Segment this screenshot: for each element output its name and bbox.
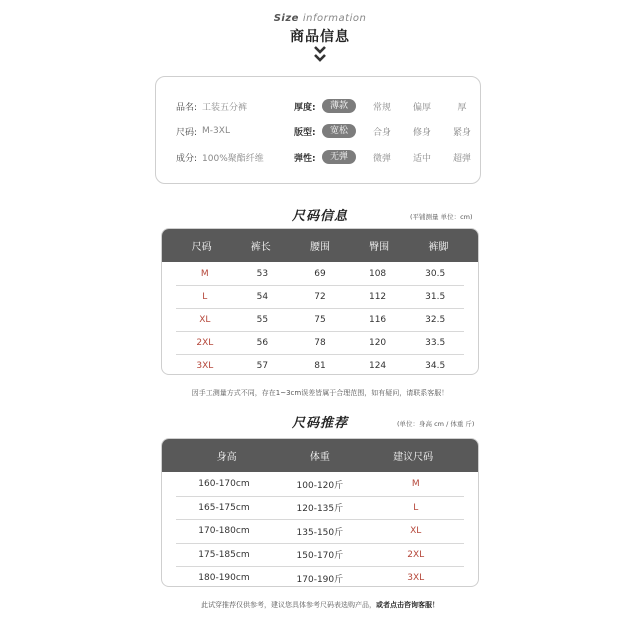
- thickness-option: 偏厚: [412, 102, 431, 113]
- weight-cell: 135-150斤: [296, 527, 344, 538]
- rec-size-cell: M: [411, 479, 420, 490]
- hip-cell: 124: [368, 361, 387, 371]
- info-name-value: 工装五分裤: [202, 102, 248, 113]
- thickness-option: 厚: [457, 102, 467, 113]
- table-row: [176, 473, 464, 497]
- elastic-option: 适中: [412, 153, 431, 164]
- rec-col-header: 建议尺码: [393, 452, 434, 463]
- page-title: 商品信息: [290, 29, 350, 45]
- size-col-header: 臀围: [369, 242, 390, 253]
- size-col-header: 腰围: [309, 242, 330, 253]
- waist-cell: 75: [314, 315, 326, 325]
- size-table: [161, 228, 479, 375]
- height-cell: 180-190cm: [198, 573, 250, 584]
- rec-table-header: [162, 439, 478, 472]
- size-table-title: 尺码信息: [291, 209, 348, 224]
- info-size-value: M-3XL: [202, 126, 230, 136]
- thickness-option: 薄款: [322, 99, 356, 113]
- size-col-header: 裤长: [250, 242, 271, 253]
- thickness-row: [294, 99, 482, 113]
- size-col-header: 裤脚: [428, 242, 449, 253]
- length-cell: 55: [256, 315, 269, 325]
- hem-cell: 34.5: [425, 361, 446, 371]
- waist-cell: 72: [314, 292, 326, 302]
- rec-size-cell: L: [413, 502, 419, 513]
- fit-row: [294, 124, 482, 138]
- header-en-thin: information: [302, 13, 367, 24]
- hem-cell: 31.5: [425, 292, 446, 302]
- hip-cell: 116: [368, 315, 387, 325]
- info-size-row: [176, 124, 230, 138]
- rec-note-text: 此试穿推荐仅供参考，建议您具体参考尺码表选购产品，: [201, 601, 376, 609]
- table-row: [176, 263, 464, 286]
- size-cell: 2XL: [196, 338, 214, 348]
- hip-cell: 108: [368, 269, 387, 279]
- height-cell: 170-180cm: [198, 526, 250, 537]
- info-material-label: 成分:: [176, 153, 198, 164]
- table-row: [176, 544, 464, 568]
- info-size-label: 尺码:: [176, 127, 198, 138]
- table-row: [176, 309, 464, 332]
- rec-size-cell: 3XL: [407, 573, 425, 584]
- elastic-label: 弹性:: [294, 153, 316, 164]
- fit-option: 紧身: [452, 127, 471, 138]
- hem-cell: 32.5: [425, 315, 446, 325]
- waist-cell: 69: [314, 269, 326, 279]
- size-cell: XL: [199, 315, 211, 325]
- size-table-header: [162, 229, 478, 262]
- table-row: [176, 286, 464, 309]
- hip-cell: 120: [368, 338, 387, 348]
- rec-col-header: 身高: [216, 452, 237, 463]
- weight-cell: 100-120斤: [296, 480, 344, 491]
- rec-table-title: 尺码推荐: [291, 416, 348, 431]
- fit-option: 合身: [372, 127, 391, 138]
- table-row: [176, 497, 464, 521]
- info-material-value: 100%聚酯纤维: [202, 153, 264, 164]
- hip-cell: 112: [368, 292, 387, 302]
- contact-service-link[interactable]: 或者点击咨询客服！: [376, 601, 439, 609]
- size-col-header: 尺码: [191, 242, 212, 253]
- thickness-label: 厚度:: [294, 102, 316, 113]
- info-material-row: [176, 150, 264, 164]
- elastic-option: 无弹: [322, 150, 356, 164]
- fit-label: 版型:: [294, 127, 316, 138]
- header-en-bold: Size: [273, 13, 299, 24]
- rec-size-cell: 2XL: [407, 549, 425, 560]
- height-cell: 160-170cm: [198, 479, 250, 490]
- length-cell: 56: [256, 338, 269, 348]
- size-note: 因手工测量方式不同，存在1~3cm误差皆属于合理范围，如有疑问，请联系客服！: [191, 389, 449, 397]
- info-name-row: [176, 99, 247, 113]
- table-row: [176, 520, 464, 544]
- info-name-label: 品名:: [176, 102, 198, 113]
- rec-col-header: 体重: [309, 452, 330, 463]
- waist-cell: 78: [314, 338, 326, 348]
- hem-cell: 30.5: [425, 269, 446, 279]
- height-cell: 175-185cm: [198, 549, 250, 560]
- rec-unit-note: (单位：身高 cm / 体重 斤): [397, 420, 475, 428]
- length-cell: 53: [256, 269, 269, 279]
- rec-note: [0, 600, 640, 610]
- weight-cell: 170-190斤: [296, 574, 344, 585]
- weight-cell: 120-135斤: [296, 504, 344, 515]
- size-cell: 3XL: [196, 361, 214, 371]
- thickness-option: 常规: [372, 102, 391, 113]
- size-unit-note: (平铺测量 单位：cm): [410, 213, 473, 221]
- product-info-box: [155, 76, 481, 184]
- height-cell: 165-175cm: [198, 502, 250, 513]
- waist-cell: 81: [314, 361, 326, 371]
- fit-option: 宽松: [322, 124, 356, 138]
- fit-option: 修身: [412, 127, 431, 138]
- elastic-row: [294, 150, 482, 164]
- weight-cell: 150-170斤: [296, 551, 344, 562]
- table-row: [176, 332, 464, 355]
- length-cell: 57: [256, 361, 269, 371]
- header-english: [0, 13, 640, 24]
- elastic-option: 超弹: [452, 153, 471, 164]
- recommendation-table: [161, 438, 479, 587]
- table-row: [176, 567, 464, 587]
- elastic-option: 微弹: [372, 153, 391, 164]
- length-cell: 54: [256, 292, 269, 302]
- size-cell: L: [202, 292, 208, 302]
- table-row: [176, 355, 464, 375]
- hem-cell: 33.5: [425, 338, 446, 348]
- chevron-down-icon: [313, 44, 327, 64]
- size-cell: M: [200, 269, 209, 279]
- rec-size-cell: XL: [410, 526, 422, 537]
